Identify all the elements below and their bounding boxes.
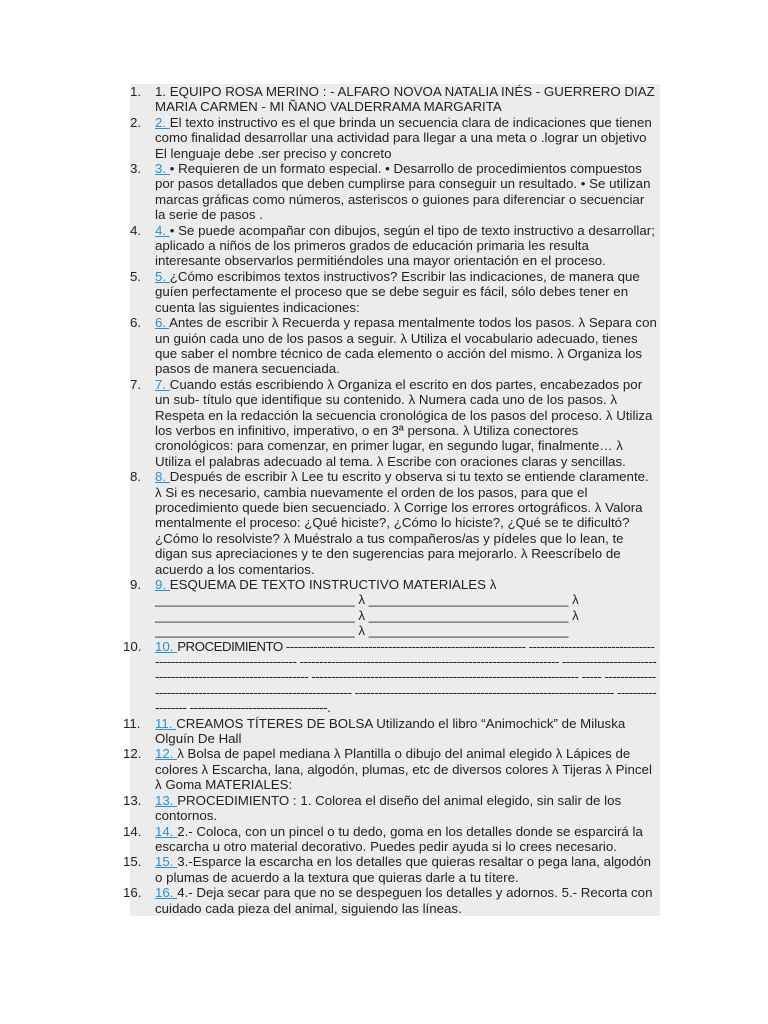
list-item (130, 84, 660, 115)
item-link[interactable]: 12. (155, 746, 178, 762)
item-text: λ Bolsa de papel mediana λ Plantilla o dibujo del animal elegido λ Lápices de colores λ Escarcha, lana, algodón, plumas, etc de diversos colores λ Tijeras λ Pincel λ Goma MATERIALES: (155, 746, 656, 793)
list-item (123, 823, 660, 855)
item-link[interactable]: 15. (155, 854, 178, 870)
item-link[interactable]: 13. (155, 792, 178, 808)
item-link[interactable]: 11. (155, 715, 177, 731)
item-text: • Requieren de un formato especial. • Desarrollo de procedimientos compuestos por pasos detallados que deben cumplirse para conseguir un resultado. • Se utilizan marcas gráficas como números, asteriscos o guiones para diferenciar o secuenciar la serie de pasos . (155, 161, 655, 223)
item-link[interactable]: 8. (155, 469, 170, 485)
item-text: 1. EQUIPO ROSA MERINO : - ALFARO NOVOA NATALIA INÉS - GUERRERO DIAZ MARIA CARMEN - MI ÑANO VALDERRAMA MARGARITA (155, 84, 659, 115)
list-item (123, 885, 660, 916)
item-number: 8. (130, 469, 142, 485)
list-item (123, 638, 660, 716)
list-item (123, 746, 660, 793)
item-number: 4. (130, 222, 142, 238)
item-number: 16. (123, 885, 142, 901)
item-text: Cuando estás escribiendo λ Organiza el escrito en dos partes, encabezados por un sub- título que identifique su contenido. λ Numera cada uno de los pasos. λ Respeta en la redacción la secuencia cronológica de los pasos del proceso. λ Utiliza los verbos en infinitivo, imperativo, o en 3ª persona. λ Utiliza conectores cronológicos: para comenzar, en primer lugar, en segundo lugar, finalmente… λ Utiliza el palabras adecuado al tema. λ Escribe con oraciones claras y sencillas. (155, 376, 657, 469)
item-text: Después de escribir λ Lee tu escrito y observa si tu texto se entiende claramente. λ Si es necesario, cambia nuevamente el orden de los pasos, para que el procedimiento quede bien secuenciado. λ Corrige los errores ortográficos. λ Valora mentalmente el proceso: ¿Qué hiciste?, ¿Cómo lo hiciste?, ¿Qué se te dificultó? ¿Cómo lo resolviste? λ Muéstralo a tus compañeros/as y pídeles que lo lean, te digan sus apreciaciones y te den sugerencias para mejorarlo. λ Reescríbelo de acuerdo a los comentarios. (155, 469, 653, 577)
item-text: ESQUEMA DE TEXTO INSTRUCTIVO MATERIALES λ ___________________________ λ ___________________________ λ ___________________________ λ ___________________________ λ ___________________________ λ ___________________________ (155, 577, 583, 639)
list-item (123, 854, 660, 885)
item-link[interactable]: 14. (155, 823, 178, 839)
item-number: 12. (123, 746, 142, 762)
list-item (130, 577, 660, 639)
document-page (123, 84, 661, 916)
item-number: 3. (130, 161, 142, 177)
item-text: PROCEDIMIENTO ------------------------------------------------------------- -------------------------------------------------------------------- ------------------------------------------------------------------ --------------------------------------------------------------- -------------------------------------------------------------------- ----- --------------------------------------------------------------- ------------------------------------------------------------------ ------------------ -----------------------------------. (155, 638, 657, 716)
list-item (130, 161, 660, 223)
list-item (123, 715, 660, 747)
item-text: Antes de escribir λ Recuerda y repasa mentalmente todos los pasos. λ Separa con un guión cada uno de los pasos a seguir. λ Utiliza el vocabulario adecuado, tienes que saber el nombre técnico de cada elemento o acción del mismo. λ Organiza los pasos de manera secuenciada. (155, 315, 661, 377)
item-number: 7. (130, 376, 142, 392)
item-link[interactable]: 16. (155, 885, 178, 901)
list-item (130, 315, 660, 377)
list-item (130, 223, 660, 269)
item-text: CREAMOS TÍTERES DE BOLSA Utilizando el libro “Animochick” de Miluska Olguín De Hall (155, 715, 629, 747)
item-text: ¿Cómo escribimos textos instructivos? Escribir las indicaciones, de manera que guíen perfectamente el proceso que se debe seguir es fácil, sólo debes tener en cuenta las siguientes indicaciones: (155, 268, 644, 315)
item-text: El texto instructivo es el que brinda un secuencia clara de indicaciones que tienen como finalidad desarrollar una actividad para llegar a una meta o .lograr un objetivo El lenguaje debe .ser preciso y concreto (155, 114, 656, 161)
item-number: 11. (123, 715, 141, 731)
item-number: 15. (123, 854, 142, 870)
item-link[interactable]: 5. (155, 268, 170, 284)
item-link[interactable]: 3. (155, 161, 170, 177)
item-text: 3.-Esparce la escarcha en los detalles que quieras resaltar o pega lana, algodón o plumas de acuerdo a la textura que quieras darle a tu títere. (155, 854, 655, 885)
item-link[interactable]: 6. (155, 315, 170, 331)
item-number: 5. (130, 268, 142, 284)
item-number: 6. (130, 315, 142, 331)
item-number: 9. (130, 577, 142, 592)
item-number: 10. (123, 638, 142, 654)
list-item (130, 115, 660, 161)
item-link[interactable]: 4. (155, 222, 170, 238)
item-link[interactable]: 10. (155, 638, 178, 654)
item-text: • Se puede acompañar con dibujos, según el tipo de texto instructivo a desarrollar; aplicado a niños de los primeros grados de educación primaria les resulta interesante observarlos permitiéndoles una mayor orientación en el proceso. (155, 222, 659, 269)
item-text: PROCEDIMIENTO : 1. Colorea el diseño del animal elegido, sin salir de los contornos. (155, 792, 625, 824)
list-item (123, 792, 660, 824)
item-text: 4.- Deja secar para que no se despeguen los detalles y adornos. 5.- Recorta con cuidado cada pieza del animal, siguiendo las líneas. (155, 885, 657, 916)
item-number: 13. (123, 792, 142, 808)
item-number: 14. (123, 823, 142, 839)
item-number: 1. (130, 84, 142, 99)
list-item (130, 469, 660, 577)
item-link[interactable]: 2. (155, 114, 170, 130)
item-number: 2. (130, 114, 142, 130)
list-item (130, 269, 660, 315)
list-item (130, 377, 660, 469)
item-link[interactable]: 9. (155, 577, 170, 592)
item-text: 2.- Coloca, con un pincel o tu dedo, goma en los detalles donde se esparcirá la escarcha u otro material decorativo. Puedes pedir ayuda si lo crees necesario. (155, 823, 647, 854)
item-link[interactable]: 7. (155, 376, 170, 392)
